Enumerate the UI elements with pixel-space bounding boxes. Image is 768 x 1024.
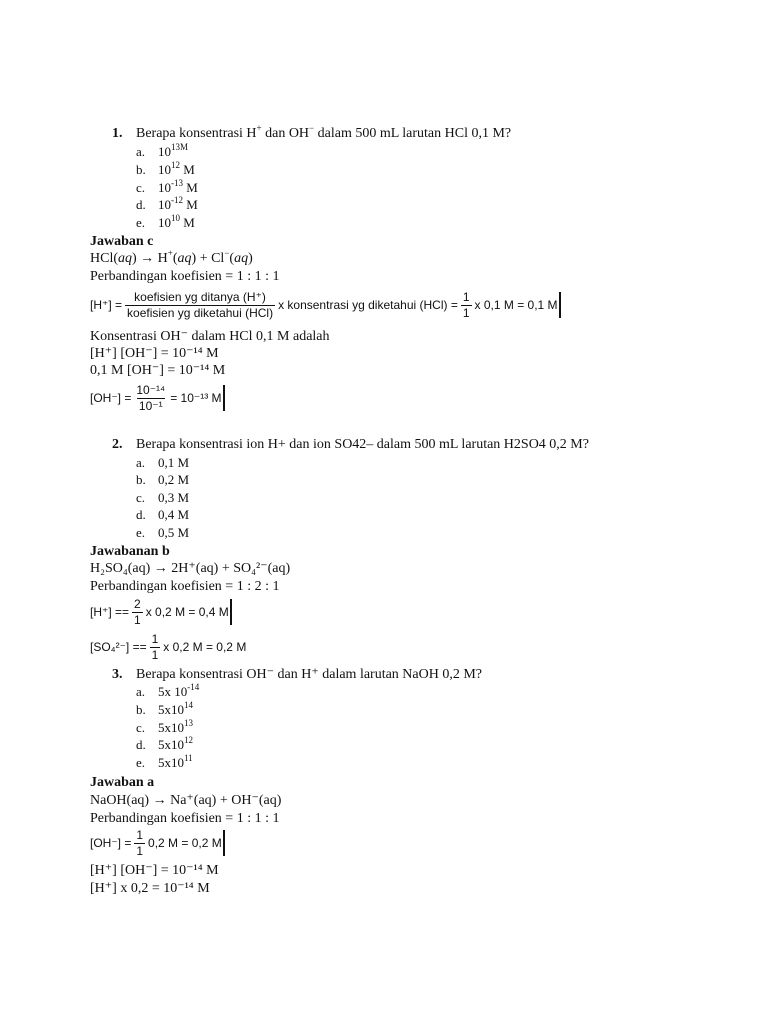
coefficient-ratio: Perbandingan koefisien = 1 : 1 : 1 (90, 811, 280, 826)
question-number: 1. (112, 126, 123, 141)
answer-label: Jawaban c (90, 234, 154, 249)
option-e: e. 0,5 M (136, 525, 190, 540)
question-number: 2. (112, 437, 123, 452)
equation-oh-concentration: [OH⁻] = $\frac{\text{10⁻¹⁴}}{\text{10⁻¹}}$ = 10⁻¹³ M (90, 380, 225, 416)
question-number: 3. (112, 667, 123, 682)
fraction: $\frac{2}{1}$ (134, 596, 141, 627)
option-a: a. 5x $10^{-14}$ (136, 682, 200, 699)
question-1: 1. Berapa konsentrasi H+ dan OH− dalam 500 mL larutan HCl 0,1 M? (112, 123, 512, 141)
oh-intro: Konsentrasi OH⁻ dalam HCl 0,1 M adalah (90, 329, 330, 344)
option-a: a. 0,1 M (136, 455, 190, 470)
answer-label: Jawabanan b (90, 544, 170, 559)
option-c: c. 0,3 M (136, 490, 190, 505)
coefficient-ratio: Perbandingan koefisien = 1 : 1 : 1 (90, 269, 280, 284)
text-cursor (223, 830, 225, 856)
option-d: d. $10^{-12}$ M (136, 195, 198, 212)
fraction: $\frac{1}{1}$ (151, 631, 159, 662)
text-cursor (230, 599, 232, 625)
kw-line: [H⁺] [OH⁻] = 10⁻¹⁴ M (90, 346, 219, 361)
kw-line: [H⁺] [OH⁻] = 10⁻¹⁴ M (90, 863, 219, 878)
option-d: d. 0,4 M (136, 507, 190, 522)
substitution-line: 0,1 M [OH⁻] = 10⁻¹⁴ M (90, 363, 226, 378)
option-e: e. $10^{10}$ M (136, 213, 195, 230)
option-b: b. $10^{12}$ M (136, 160, 195, 177)
fraction: $\frac{1}{1}$ (462, 289, 470, 320)
option-b: b. $5x10^{14}$ (136, 700, 193, 717)
fraction: $\frac{\text{10⁻¹⁴}}{\text{10⁻¹}}$ (136, 382, 166, 413)
option-c: c. $5x10^{13}$ (136, 718, 193, 735)
answer-label: Jawaban a (90, 775, 155, 790)
text-cursor (223, 385, 225, 411)
option-b: b. 0,2 M (136, 472, 190, 487)
final-line: [H⁺] x 0,2 = 10⁻¹⁴ M (90, 881, 210, 896)
fraction: $\frac{1}{1}$ (136, 827, 144, 858)
reaction-line: HCl(aq) → H+(aq) + Cl−(aq) (90, 248, 253, 266)
question-3: 3. Berapa konsentrasi OH⁻ dan H⁺ dalam larutan NaOH 0,2 M? (112, 667, 483, 682)
reaction-line: H₂SO₄(aq) → 2H⁺(aq) + SO₄²⁻(aq) (90, 561, 291, 576)
question-2: 2. Berapa konsentrasi ion H+ dan ion SO42– dalam 500 mL larutan H2SO4 0,2 M? (112, 437, 589, 452)
reaction-line: NaOH(aq) → Na⁺(aq) + OH⁻(aq) (90, 793, 282, 808)
option-c: c. $10^{-13}$ M (136, 178, 198, 195)
option-a: a. $10^{13M}$ (136, 142, 189, 159)
option-d: d. $5x10^{12}$ (136, 735, 193, 752)
equation-h-concentration: [H⁺] = $\frac{\text{koefisien yg ditanya (H⁺)}}{\text{koefisien yg diketahui (HCl)}}$ x konsentrasi yg diketahui (HCl) = $\frac{1}{1}$ x 0,1 M = 0,1 M (90, 285, 561, 325)
fraction: $\frac{\text{koefisien yg ditanya (H⁺)}}{\text{koefisien yg diketahui (HCl)}}$ (127, 289, 274, 320)
equation-oh-concentration: [OH⁻] = $\frac{1}{1}$ 0,2 M = 0,2 M (90, 826, 225, 860)
coefficient-ratio: Perbandingan koefisien = 1 : 2 : 1 (90, 579, 280, 594)
text-cursor (559, 292, 561, 318)
equation-so4-concentration: [SO₄²⁻] == $\frac{1}{1}$ x 0,2 M = 0,2 M (90, 631, 247, 662)
option-e: e. $5x10^{11}$ (136, 753, 193, 770)
equation-h-concentration: [H⁺] == $\frac{2}{1}$ x 0,2 M = 0,4 M (90, 595, 232, 629)
